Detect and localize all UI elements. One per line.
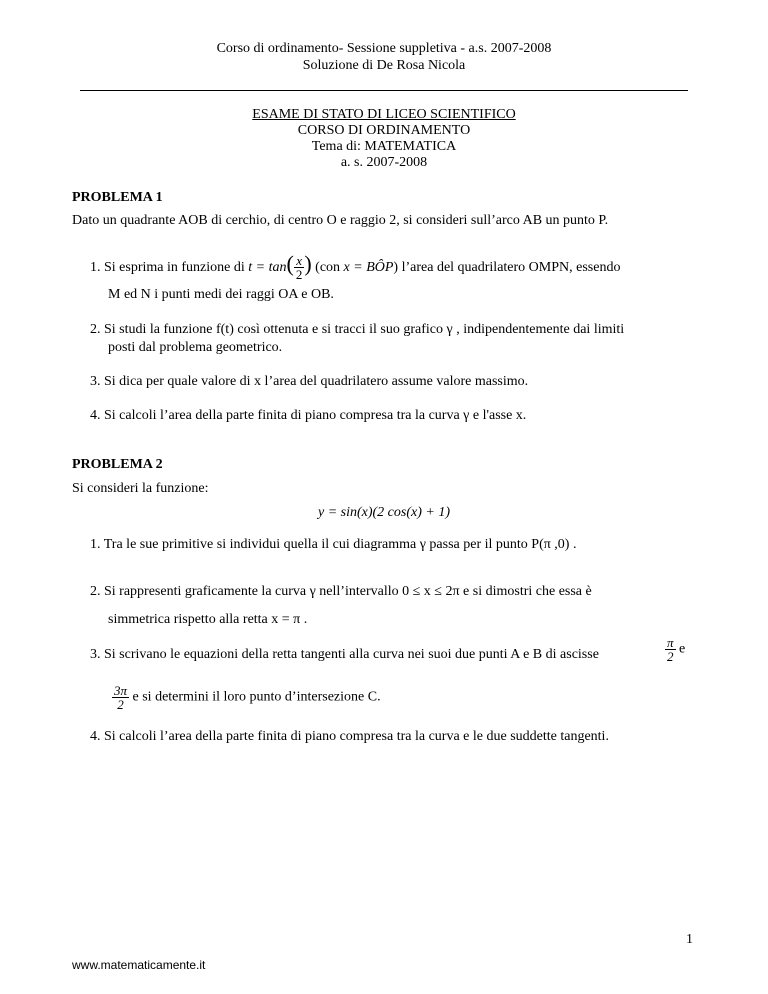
tan-formula: t = tan [248,260,287,275]
problem1-item1-text: 1. Si esprima in funzione di [90,260,245,275]
problem2-item3-and: e [679,641,686,657]
problem1-heading: PROBLEMA 1 [72,190,163,205]
pi-over-2-fraction: $\frac{\pi}{2}$ [667,635,674,664]
website-link[interactable]: www.matematicamente.it [72,958,206,972]
problem1-item3: 3. Si dica per quale valore di x l’area del quadrilatero assume valore massimo. [90,374,529,389]
angle-formula: x = BÔP [343,260,394,275]
exam-course: CORSO DI ORDINAMENTO [297,123,471,138]
x-over-2-fraction: $\frac{x}{2}$ [295,253,303,283]
problem2-item3-cont [112,684,381,711]
exam-subject: Tema di: MATEMATICA [311,139,457,154]
page-header [0,40,768,74]
three-pi-over-2-fraction: $\frac{3\pi}{2}$ [114,683,128,712]
problem1-item1-rest: ) l’area del quadrilatero OMPN, essendo [393,260,621,275]
header-author-line: Soluzione di De Rosa Nicola [302,58,466,73]
header-divider [80,90,688,91]
problem2-item2-cont: simmetrica rispetto alla retta x = π . [108,612,308,627]
problem2-intro: Si consideri la funzione: [72,481,209,496]
exam-title: ESAME DI STATO DI LICEO SCIENTIFICO [252,107,516,122]
problem2-item3-fracs [665,636,685,663]
problem2-item3: 3. Si scrivano le equazioni della retta tangenti alla curva nei suoi due punti A e B di ascisse [90,647,599,662]
exam-title-block [0,107,768,171]
problem2-heading: PROBLEMA 2 [72,457,163,472]
problem1-item4: 4. Si calcoli l’area della parte finita di piano compresa tra la curva γ e l'asse x. [90,408,527,423]
exam-year: a. s. 2007-2008 [340,155,428,170]
problem1-item1-cont: M ed N i punti medi dei raggi OA e OB. [108,287,334,302]
problem1-item1-paren: (con [315,260,341,275]
problem2-item4: 4. Si calcoli l’area della parte finita di piano compresa tra la curva e le due suddette tangenti. [90,729,609,744]
problem2-item2: 2. Si rappresenti graficamente la curva γ nell’intervallo 0 ≤ x ≤ 2π e si dimostri che essa è [90,584,592,599]
header-course-line: Corso di ordinamento- Sessione suppletiva - a.s. 2007-2008 [216,41,552,56]
problem1-item2: 2. Si studi la funzione f(t) così ottenuta e si tracci il suo grafico γ , indipendentemente dai limiti [90,322,625,337]
problem1-item1: 1. Si esprima in funzione di t = tan( $\frac{x}{2}$ ) (con x = BÔP) l’area del quadrilatero OMPN, essendo [90,251,621,283]
page-number: 1 [686,932,693,947]
problem2-item1: 1. Tra le sue primitive si individui quella il cui diagramma γ passa per il punto P(π ,0) . [90,537,577,552]
problem1-item2-cont: posti dal problema geometrico. [108,340,283,355]
function-equation: y = sin(x)(2 cos(x) + 1) [317,505,450,520]
problem2-item3-rest: e si determini il loro punto d’intersezione C. [132,689,381,705]
problem1-intro: Dato un quadrante AOB di cerchio, di centro O e raggio 2, si consideri sull’arco AB un punto P. [72,213,609,228]
